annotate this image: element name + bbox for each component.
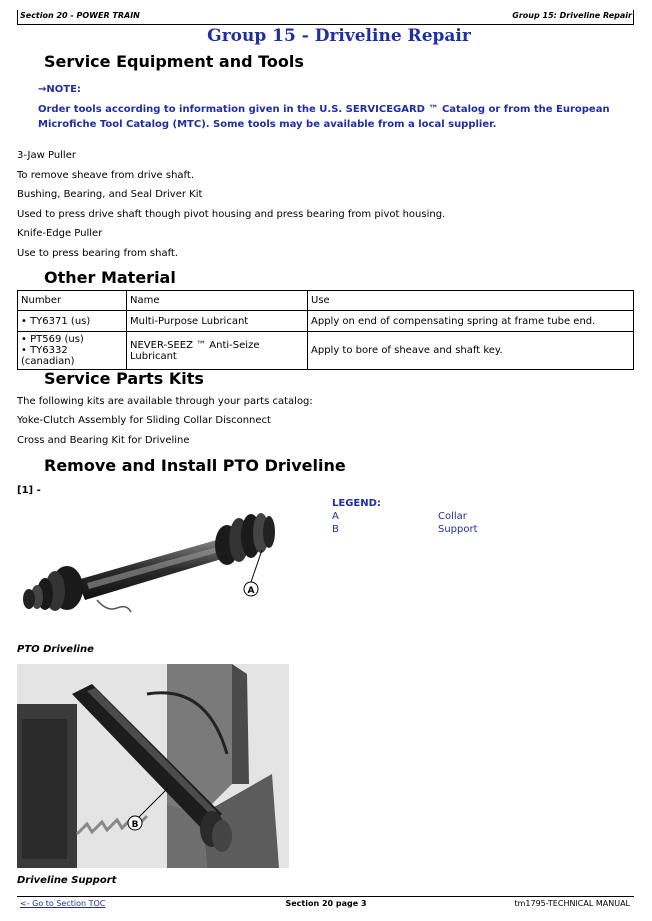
driveline-support-figure (17, 664, 289, 868)
tool-line: To remove sheave from drive shaft. (17, 170, 194, 181)
step-number: [1] - (17, 485, 41, 496)
header-section: Section 20 - POWER TRAIN (20, 11, 140, 20)
legend-value-a: Collar (438, 511, 467, 522)
legend-key-a: A (332, 511, 339, 522)
figure1-caption: PTO Driveline (17, 644, 94, 655)
footer-page: Section 20 page 3 (285, 899, 367, 908)
number-line: • TY6332 (canadian) (21, 345, 75, 367)
pto-driveline-figure (17, 505, 317, 630)
parts-line: The following kits are available through your parts catalog: (17, 396, 313, 407)
left-boot (23, 566, 83, 611)
service-equipment-heading: Service Equipment and Tools (44, 52, 304, 71)
parts-line: Yoke-Clutch Assembly for Sliding Collar Disconnect (17, 415, 271, 426)
tool-line: 3-Jaw Puller (17, 150, 76, 161)
note-text: Order tools according to information given in the U.S. SERVICEGARD ™ Catalog or from the European Microfiche Tool Catalog (MTC). Some tools may be available from a local supplier. (38, 104, 610, 130)
note-label: →NOTE: (38, 84, 81, 95)
header-group: Group 15: Driveline Repair (512, 11, 632, 20)
page-title: Group 15 - Driveline Repair (207, 26, 471, 46)
callout-b-label: B (131, 820, 139, 830)
table-header-row (18, 291, 634, 311)
tool-line: Bushing, Bearing, and Seal Driver Kit (17, 189, 203, 200)
legend-title: LEGEND: (332, 498, 381, 509)
cell-number (18, 311, 127, 332)
remove-install-heading: Remove and Install PTO Driveline (44, 456, 346, 475)
tool-line: Use to press bearing from shaft. (17, 248, 179, 259)
figure2-caption: Driveline Support (17, 875, 117, 886)
cell-number (18, 332, 127, 370)
col-number: Number (18, 291, 127, 311)
number-line: • PT569 (us) (21, 334, 84, 345)
legend-value-b: Support (438, 524, 478, 535)
parts-line: Cross and Bearing Kit for Driveline (17, 435, 190, 446)
cell-use: Apply to bore of sheave and shaft key. (308, 332, 634, 370)
cell-name: NEVER-SEEZ ™ Anti-Seize Lubricant (127, 332, 308, 370)
footer-rule (17, 896, 634, 897)
footer-manual: tm1795-TECHNICAL MANUAL (514, 899, 630, 908)
tool-line: Knife-Edge Puller (17, 228, 103, 239)
col-name: Name (127, 291, 308, 311)
number-line: • TY6371 (us) (21, 315, 91, 327)
header-rule (17, 24, 634, 25)
section-toc-link[interactable]: <- Go to Section TOC (20, 899, 106, 908)
table-row (18, 332, 634, 370)
safety-chain (97, 600, 131, 612)
cell-name: Multi-Purpose Lubricant (127, 311, 308, 332)
col-use: Use (308, 291, 634, 311)
other-material-heading: Other Material (44, 268, 176, 287)
other-material-table (17, 290, 634, 370)
driveline-shaft (77, 537, 235, 600)
callout-a-label: A (247, 586, 255, 596)
right-boot (215, 513, 275, 565)
cell-use: Apply on end of compensating spring at frame tube end. (308, 311, 634, 332)
service-parts-heading: Service Parts Kits (44, 369, 204, 388)
tool-line: Used to press drive shaft though pivot housing and press bearing from pivot housing. (17, 209, 446, 220)
legend-key-b: B (332, 524, 339, 535)
header-left-tick (17, 10, 18, 24)
header-right-tick (633, 10, 634, 24)
table-row (18, 311, 634, 332)
